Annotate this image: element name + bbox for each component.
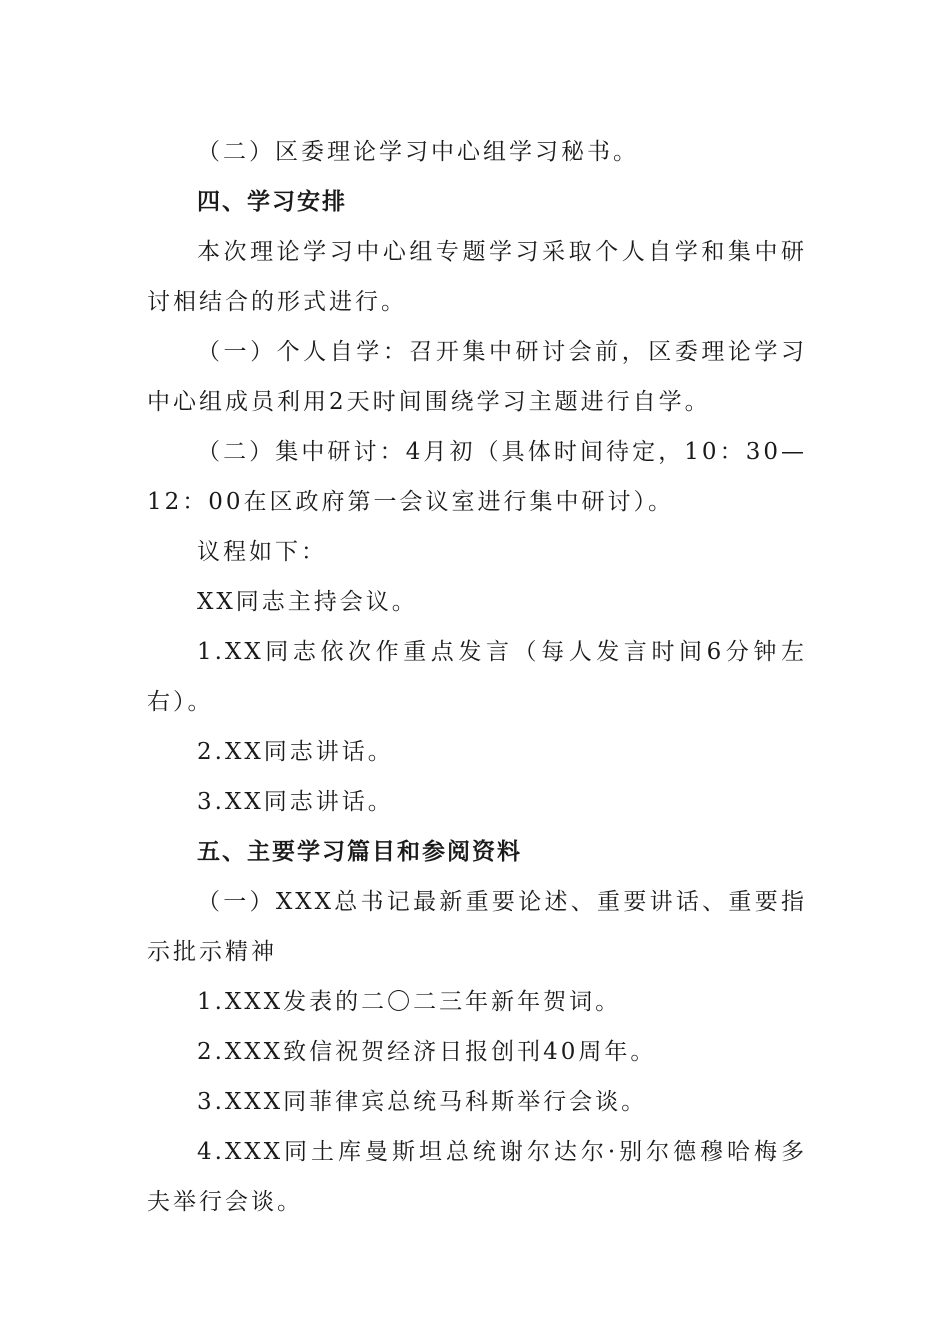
paragraph-agenda-host: XX同志主持会议。 bbox=[197, 589, 418, 615]
paragraph-agenda-intro: 议程如下： bbox=[197, 539, 327, 565]
paragraph-group-discussion: （二）集中研讨：4月初（具体时间待定，10：30—12：00在区政府第一会议室进行集中研讨）。 bbox=[147, 439, 807, 515]
paragraph-materials-section-1: （一）XXX总书记最新重要论述、重要讲话、重要指示批示精神 bbox=[147, 889, 807, 965]
document-body bbox=[147, 127, 807, 1227]
paragraph-material-4: 4.XXX同土库曼斯坦总统谢尔达尔·别尔德穆哈梅多夫举行会谈。 bbox=[147, 1139, 807, 1215]
heading-study-arrangement: 四、学习安排 bbox=[197, 189, 347, 215]
paragraph-material-1: 1.XXX发表的二〇二三年新年贺词。 bbox=[197, 989, 622, 1015]
paragraph-agenda-item-1: 1.XX同志依次作重点发言（每人发言时间6分钟左右）。 bbox=[147, 639, 807, 715]
paragraph-self-study: （一）个人自学：召开集中研讨会前，区委理论学习中心组成员利用2天时间围绕学习主题进行自学。 bbox=[147, 339, 807, 415]
paragraph-study-format: 本次理论学习中心组专题学习采取个人自学和集中研讨相结合的形式进行。 bbox=[147, 239, 807, 315]
paragraph-material-2: 2.XXX致信祝贺经济日报创刊40周年。 bbox=[197, 1039, 657, 1065]
paragraph-agenda-item-3: 3.XX同志讲话。 bbox=[197, 789, 394, 815]
paragraph-agenda-item-2: 2.XX同志讲话。 bbox=[197, 739, 394, 765]
heading-study-materials: 五、主要学习篇目和参阅资料 bbox=[197, 839, 522, 865]
paragraph-material-3: 3.XXX同菲律宾总统马科斯举行会谈。 bbox=[197, 1089, 648, 1115]
paragraph-study-secretary: （二）区委理论学习中心组学习秘书。 bbox=[197, 139, 639, 165]
